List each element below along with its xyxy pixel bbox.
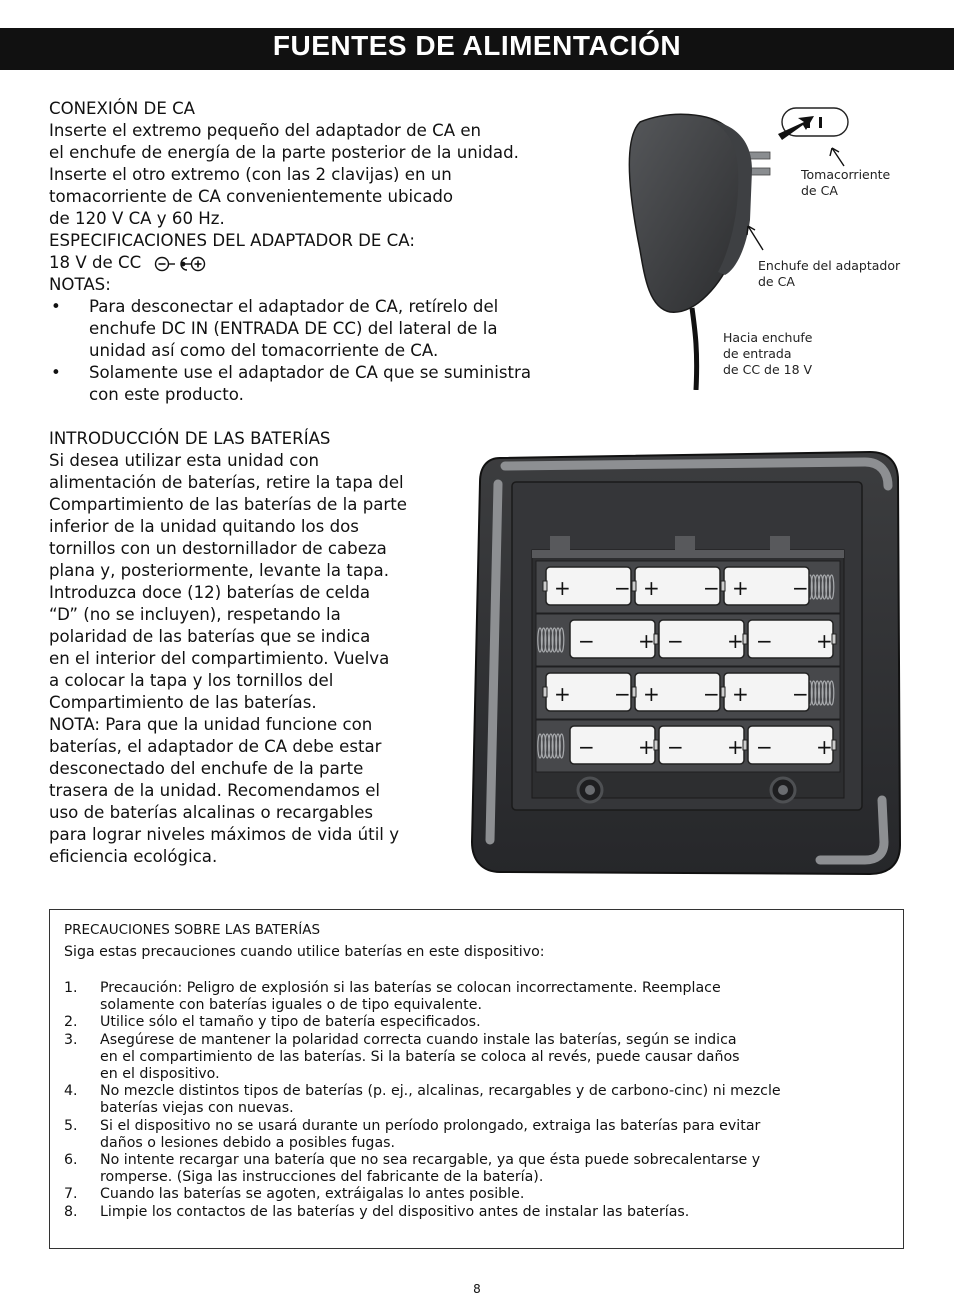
ac-line: Inserte el extremo pequeño del adaptador de CA en (49, 121, 482, 140)
precaution-item (64, 1204, 781, 1221)
battery-cell (721, 567, 809, 605)
precaution-number: 4. (64, 1083, 78, 1100)
note-line: enchufe DC IN (ENTRADA DE CC) del lateral de la (89, 319, 498, 338)
note-line: con este producto. (89, 385, 244, 404)
ac-line: tomacorriente de CA convenientemente ubicado (49, 187, 454, 206)
dc-label-line: Hacia enchufe (723, 330, 813, 345)
precaution-number: 2. (64, 1014, 78, 1031)
precaution-line: Limpie los contactos de las baterías y del dispositivo antes de instalar las baterías. (100, 1203, 690, 1220)
plug-label-line: Enchufe del adaptador (758, 258, 901, 273)
battery-cell (748, 620, 836, 658)
battery-line: alimentación de baterías, retire la tapa del (49, 473, 404, 492)
battery-line: a colocar la tapa y los tornillos del (49, 671, 334, 690)
battery-line: Compartimiento de las baterías de la parte (49, 495, 407, 514)
ac-line: Inserte el otro extremo (con las 2 clavijas) en un (49, 165, 452, 184)
dc-label-line: de entrada (723, 346, 792, 361)
outlet-label (801, 167, 890, 199)
title-banner (0, 28, 954, 70)
minus-sign: − (756, 629, 773, 653)
note-line: Solamente use el adaptador de CA que se suministra (89, 363, 532, 382)
battery-line: en el interior del compartimiento. Vuelva (49, 649, 390, 668)
precaution-item (64, 1083, 781, 1117)
plug-label-line: de CA (758, 274, 795, 289)
precaution-item (64, 1032, 781, 1084)
minus-sign: − (667, 629, 684, 653)
battery-paragraph (49, 450, 407, 868)
battery-line: Compartimiento de las baterías. (49, 693, 317, 712)
battery-compartment-illustration (470, 450, 906, 878)
ac-line: el enchufe de energía de la parte posterior de la unidad. (49, 143, 519, 162)
minus-sign: − (792, 682, 809, 706)
precaution-line: romperse. (Siga las instrucciones del fabricante de la batería). (100, 1169, 544, 1186)
bullet-dot: • (51, 297, 61, 316)
minus-sign: − (792, 576, 809, 600)
minus-sign: − (703, 576, 720, 600)
minus-sign: − (667, 735, 684, 759)
battery-note-line: baterías, el adaptador de CA debe estar (49, 737, 382, 756)
plus-sign: + (638, 735, 655, 759)
precaution-number: 3. (64, 1031, 78, 1048)
precaution-item (64, 1118, 781, 1152)
ac-paragraph (49, 120, 531, 230)
battery-line: plana y, posteriormente, levante la tapa. (49, 561, 389, 580)
precaution-item (64, 1014, 781, 1031)
note-label: NOTA: (49, 715, 100, 734)
battery-cell (543, 673, 631, 711)
precaution-line: en el compartimiento de las baterías. Si la batería se coloca al revés, puede causar daños (100, 1048, 740, 1065)
battery-line: Introduzca doce (12) baterías de celda (49, 583, 371, 602)
battery-cell (632, 673, 720, 711)
precautions-title: PRECAUCIONES SOBRE LAS BATERÍAS (64, 922, 321, 938)
minus-sign: − (703, 682, 720, 706)
minus-sign: − (756, 735, 773, 759)
precaution-line: daños o lesiones debido a posibles fugas. (100, 1134, 396, 1151)
precaution-item (64, 1152, 781, 1186)
precaution-line: Si el dispositivo no se usará durante un período prolongado, extraiga las baterías para evitar (100, 1117, 761, 1134)
plus-sign: + (816, 735, 833, 759)
battery-note-line: eficiencia ecológica. (49, 847, 218, 866)
spec-value: 18 V de CC (49, 253, 142, 272)
compartment-rib (770, 536, 790, 550)
dc-input-label (723, 330, 812, 378)
precaution-line: Utilice sólo el tamaño y tipo de batería especificados. (100, 1014, 481, 1031)
plus-sign: + (727, 629, 744, 653)
plus-sign: + (727, 735, 744, 759)
page-number: 8 (473, 1282, 481, 1296)
precaution-line: No intente recargar una batería que no sea recargable, ya que ésta puede sobrecalentarse y (100, 1152, 761, 1169)
ac-line: de 120 V CA y 60 Hz. (49, 209, 225, 228)
precaution-line: Cuando las baterías se agoten, extráigalas lo antes posible. (100, 1186, 525, 1203)
precautions-intro: Siga estas precauciones cuando utilice baterías en este dispositivo: (64, 944, 545, 960)
precaution-line: No mezcle distintos tipos de baterías (p. ej., alcalinas, recargables y de carbono-cinc) ni mezcle (100, 1083, 781, 1100)
battery-cell (659, 726, 747, 764)
spec-heading: ESPECIFICACIONES DEL ADAPTADOR DE CA: (49, 231, 415, 250)
outlet-label-line: Tomacorriente (801, 167, 891, 182)
battery-note-line: para lograr niveles máximos de vida útil y (49, 825, 400, 844)
battery-section (49, 428, 407, 868)
page-title: FUENTES DE ALIMENTACIÓN (272, 30, 682, 61)
plug-label (758, 258, 900, 290)
minus-sign: − (578, 735, 595, 759)
battery-cell (543, 567, 631, 605)
battery-cell (721, 673, 809, 711)
precaution-line: en el dispositivo. (100, 1066, 220, 1083)
precaution-line: solamente con baterías iguales o de tipo equivalente. (100, 997, 482, 1014)
note-line: unidad así como del tomacorriente de CA. (89, 341, 439, 360)
dc-label-line: de CC de 18 V (723, 362, 813, 377)
compartment-rib (675, 536, 695, 550)
battery-line: polaridad de las baterías que se indica (49, 627, 371, 646)
ac-section (49, 98, 531, 406)
dc-polarity-icon (153, 255, 207, 273)
note-text: Para que la unidad funcione con (99, 715, 373, 734)
battery-note-line-first (49, 714, 407, 736)
battery-cell (570, 620, 658, 658)
screw-hole (578, 778, 602, 802)
precaution-number: 8. (64, 1203, 78, 1220)
precaution-item (64, 980, 781, 1014)
notes-heading: NOTAS: (49, 275, 111, 294)
plus-sign: + (732, 682, 749, 706)
battery-line: “D” (no se incluyen), respetando la (49, 605, 341, 624)
precaution-number: 6. (64, 1152, 78, 1169)
plus-sign: + (732, 576, 749, 600)
battery-note-line: trasera de la unidad. Recomendamos el (49, 781, 381, 800)
ac-heading: CONEXIÓN DE CA (49, 99, 196, 118)
precaution-line: Precaución: Peligro de explosión si las baterías se colocan incorrectamente. Reemplace (100, 980, 721, 996)
plus-sign: + (554, 576, 571, 600)
battery-line: Si desea utilizar esta unidad con (49, 451, 320, 470)
minus-sign: − (614, 682, 631, 706)
precautions-box (49, 909, 904, 1249)
bullet-dot: • (51, 363, 61, 382)
precaution-number: 1. (64, 980, 78, 996)
precaution-number: 5. (64, 1117, 78, 1134)
spec-row (49, 252, 531, 274)
plus-sign: + (643, 576, 660, 600)
note-bullet (49, 362, 531, 406)
battery-note-line: uso de baterías alcalinas o recargables (49, 803, 374, 822)
note-bullet (49, 296, 531, 362)
plus-sign: + (643, 682, 660, 706)
precaution-item (64, 1186, 781, 1203)
battery-cell (748, 726, 836, 764)
precaution-number: 7. (64, 1186, 78, 1203)
minus-sign: − (578, 629, 595, 653)
battery-cell (570, 726, 658, 764)
battery-cell (659, 620, 747, 658)
plus-sign: + (638, 629, 655, 653)
precaution-line: Asegúrese de mantener la polaridad correcta cuando instale las baterías, según se indica (100, 1031, 737, 1048)
note-line: Para desconectar el adaptador de CA, retírelo del (89, 297, 499, 316)
screw-hole (771, 778, 795, 802)
minus-sign: − (614, 576, 631, 600)
precautions-list (64, 980, 781, 1221)
battery-line: inferior de la unidad quitando los dos (49, 517, 359, 536)
precaution-line: baterías viejas con nuevas. (100, 1100, 294, 1117)
outlet-label-line: de CA (801, 183, 838, 198)
compartment-rib (550, 536, 570, 550)
battery-note-line: desconectado del enchufe de la parte (49, 759, 364, 778)
plus-sign: + (816, 629, 833, 653)
battery-cell (632, 567, 720, 605)
battery-heading: INTRODUCCIÓN DE LAS BATERÍAS (49, 429, 331, 448)
battery-line: tornillos con un destornillador de cabeza (49, 539, 387, 558)
plus-sign: + (554, 682, 571, 706)
